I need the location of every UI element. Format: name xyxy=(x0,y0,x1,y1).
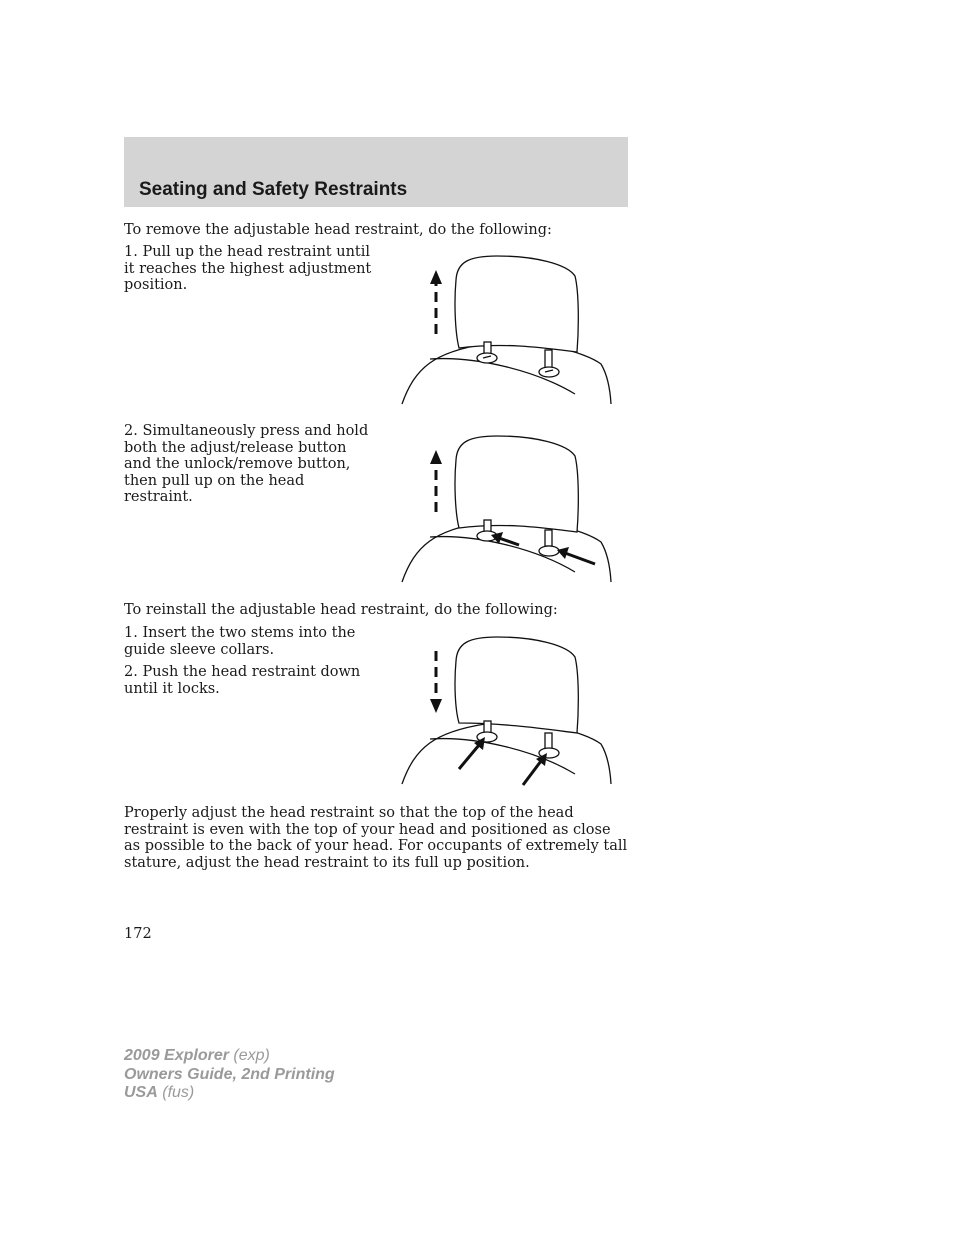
footer-model: 2009 Explorer xyxy=(124,1047,229,1064)
page-number: 172 xyxy=(124,926,152,942)
figure-pull-up xyxy=(395,252,620,407)
up-arrow xyxy=(430,450,442,512)
remove-intro: To remove the adjustable head restraint, do the following: xyxy=(124,222,552,238)
stem-right xyxy=(545,350,552,368)
seat-back-outline xyxy=(402,343,611,404)
footer-market: USA xyxy=(124,1084,158,1101)
stem-arrows xyxy=(459,737,547,785)
reinstall-intro: To reinstall the adjustable head restraint, do the following: xyxy=(124,602,558,618)
headrest-cushion xyxy=(455,256,578,352)
footer-market-code: (fus) xyxy=(162,1084,195,1101)
down-arrow xyxy=(430,651,442,713)
section-header xyxy=(124,137,628,207)
reinstall-step-1: 1. Insert the two stems into the guide sleeve collars. xyxy=(124,625,356,658)
section-title: Seating and Safety Restraints xyxy=(139,179,408,200)
collar-right xyxy=(539,367,559,377)
footer-guide: Owners Guide, 2nd Printing xyxy=(124,1065,335,1083)
figure-press-buttons xyxy=(395,432,620,587)
figure-push-down xyxy=(395,633,620,788)
closing-paragraph: Properly adjust the head restraint so that the top of the head restraint is even with the top of your head and positioned as close as possible to the back of your head. For occupants of extremely tall stature, adjust the head restraint to its full up position. xyxy=(124,805,628,871)
collar-left xyxy=(477,353,497,363)
up-arrow xyxy=(430,270,442,334)
document-footer xyxy=(124,1047,335,1103)
remove-step-1: 1. Pull up the head restraint until it reaches the highest adjustment position. xyxy=(124,244,372,293)
reinstall-step-2: 2. Push the head restraint down until it locks. xyxy=(124,664,361,697)
remove-step-2: 2. Simultaneously press and hold both the adjust/release button and the unlock/remove button, then pull up on the head restraint. xyxy=(124,423,369,505)
footer-model-code: (exp) xyxy=(233,1047,270,1064)
